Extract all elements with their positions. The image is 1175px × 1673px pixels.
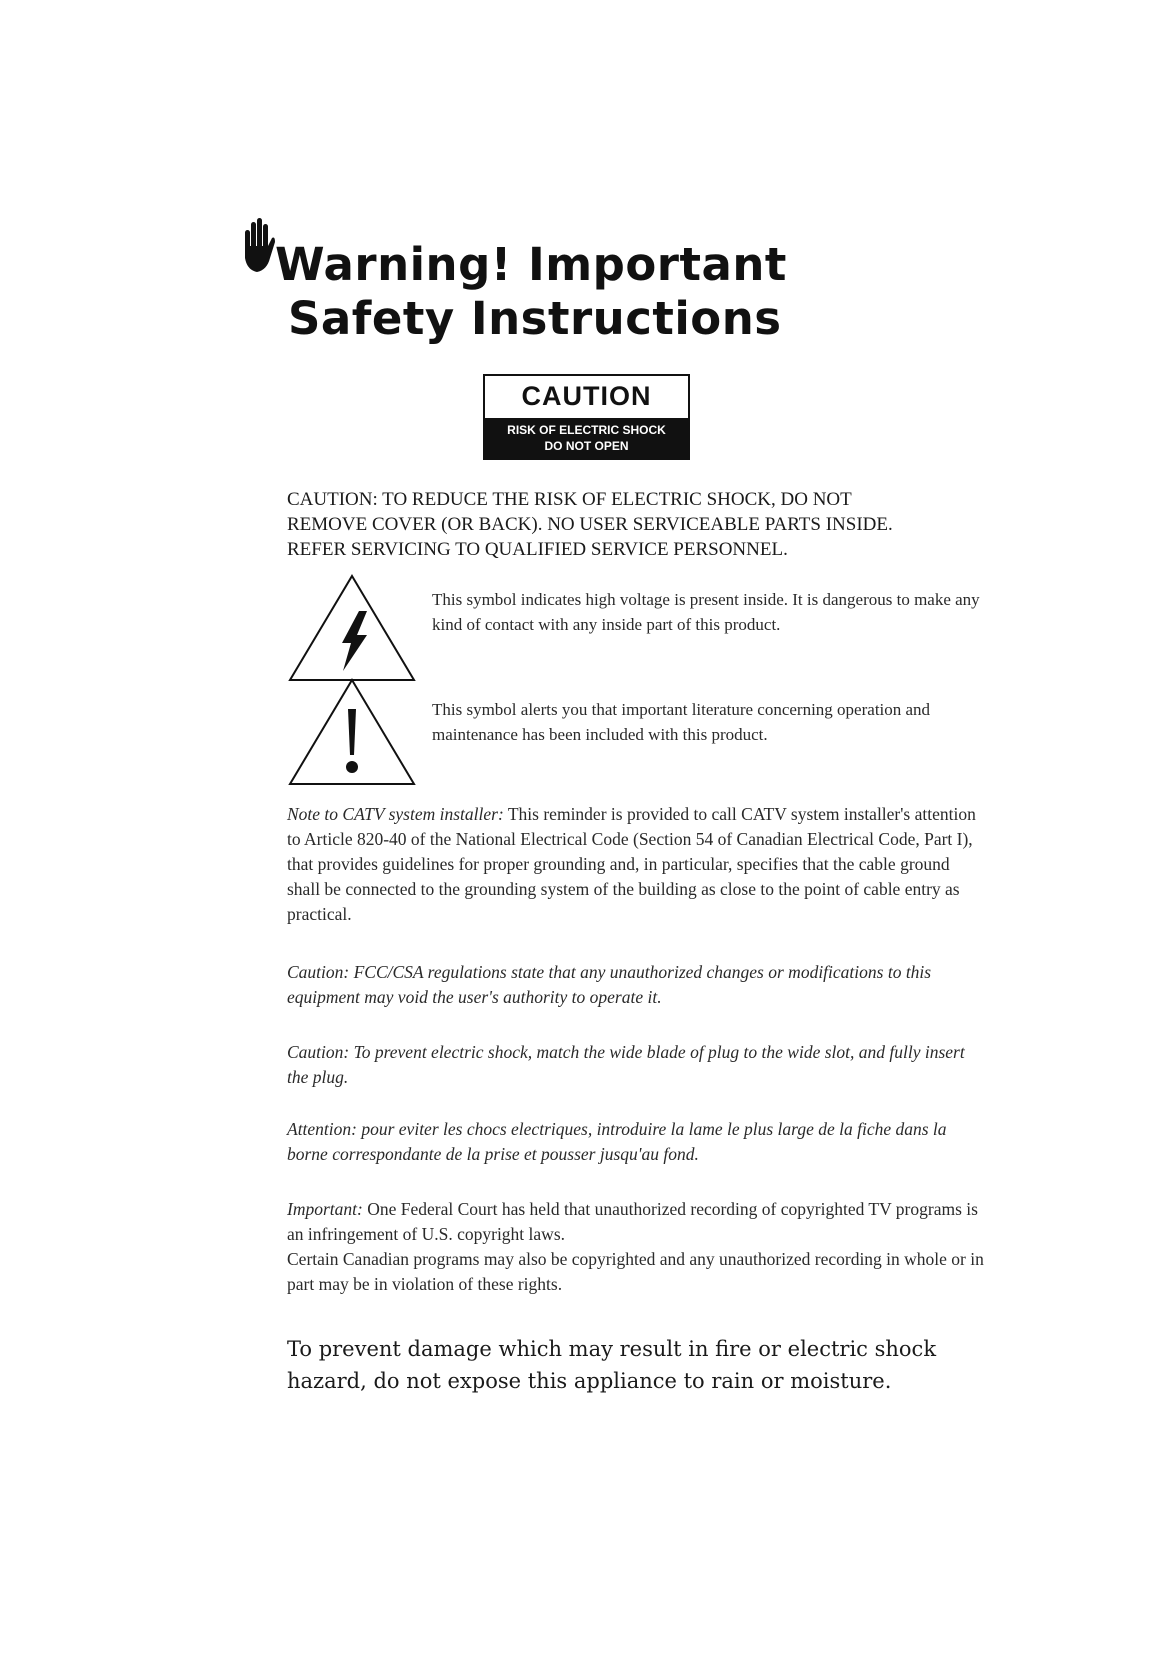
important-note: [287, 1197, 987, 1297]
caution-statement: [287, 487, 987, 562]
important-note-body: One Federal Court has held that unauthorized recording of copyrighted TV programs is an infringement of U.S. copyright laws.: [287, 1199, 978, 1244]
lightning-triangle-icon: [287, 573, 417, 683]
high-voltage-symbol-row: [287, 573, 987, 683]
caution-statement-line-3: REFER SERVICING TO QUALIFIED SERVICE PERSONNEL.: [287, 539, 788, 560]
fcc-caution: Caution: FCC/CSA regulations state that any unauthorized changes or modifications to this equipment may void the user's authority to operate it.: [287, 962, 932, 1007]
caution-band-line-1: RISK OF ELECTRIC SHOCK: [507, 423, 666, 437]
important-note-lead: Important:: [287, 1199, 363, 1219]
high-voltage-symbol-text: This symbol indicates high voltage is present inside. It is dangerous to make any kind of contact with any inside part of this product.: [432, 590, 980, 634]
caution-label-heading: CAUTION: [521, 381, 652, 411]
caution-label-band: [485, 418, 688, 458]
catv-note-lead: Note to CATV system installer:: [287, 804, 504, 824]
hand-icon: [239, 216, 279, 276]
caution-statement-line-1: CAUTION: TO REDUCE THE RISK OF ELECTRIC SHOCK, DO NOT: [287, 489, 852, 510]
page-title: [245, 238, 945, 346]
exclamation-symbol-row: [287, 677, 987, 787]
caution-statement-line-2: REMOVE COVER (OR BACK). NO USER SERVICEABLE PARTS INSIDE.: [287, 514, 893, 535]
catv-note: [287, 802, 987, 927]
final-warning: To prevent damage which may result in fire or electric shock hazard, do not expose this appliance to rain or moisture.: [287, 1337, 937, 1393]
caution-band-line-2: DO NOT OPEN: [544, 439, 629, 453]
important-note-body-2: Certain Canadian programs may also be copyrighted and any unauthorized recording in whole or in part may be in violation of these rights.: [287, 1249, 984, 1294]
caution-label: [483, 374, 690, 460]
title-line-2: Safety Instructions: [288, 292, 782, 345]
exclamation-symbol-text: This symbol alerts you that important literature concerning operation and maintenance has been included with this product.: [432, 700, 931, 744]
attention-french: Attention: pour eviter les chocs electriques, introduire la lame le plus large de la fiche dans la borne correspondante de la prise et pousser jusqu'au fond.: [287, 1119, 947, 1164]
plug-caution: Caution: To prevent electric shock, match the wide blade of plug to the wide slot, and fully insert the plug.: [287, 1042, 965, 1087]
catv-note-body: This reminder is provided to call CATV system installer's attention to Article 820-40 of the National Electrical Code (Section 54 of Canadian Electrical Code, Part I), that provides guidelines for proper grounding and, in particular, specifies that the cable ground shall be connected to the grounding system of the building as close to the point of cable entry as practical.: [287, 804, 976, 924]
exclamation-triangle-icon: [287, 677, 417, 787]
title-line-1: Warning! Important: [275, 238, 787, 291]
